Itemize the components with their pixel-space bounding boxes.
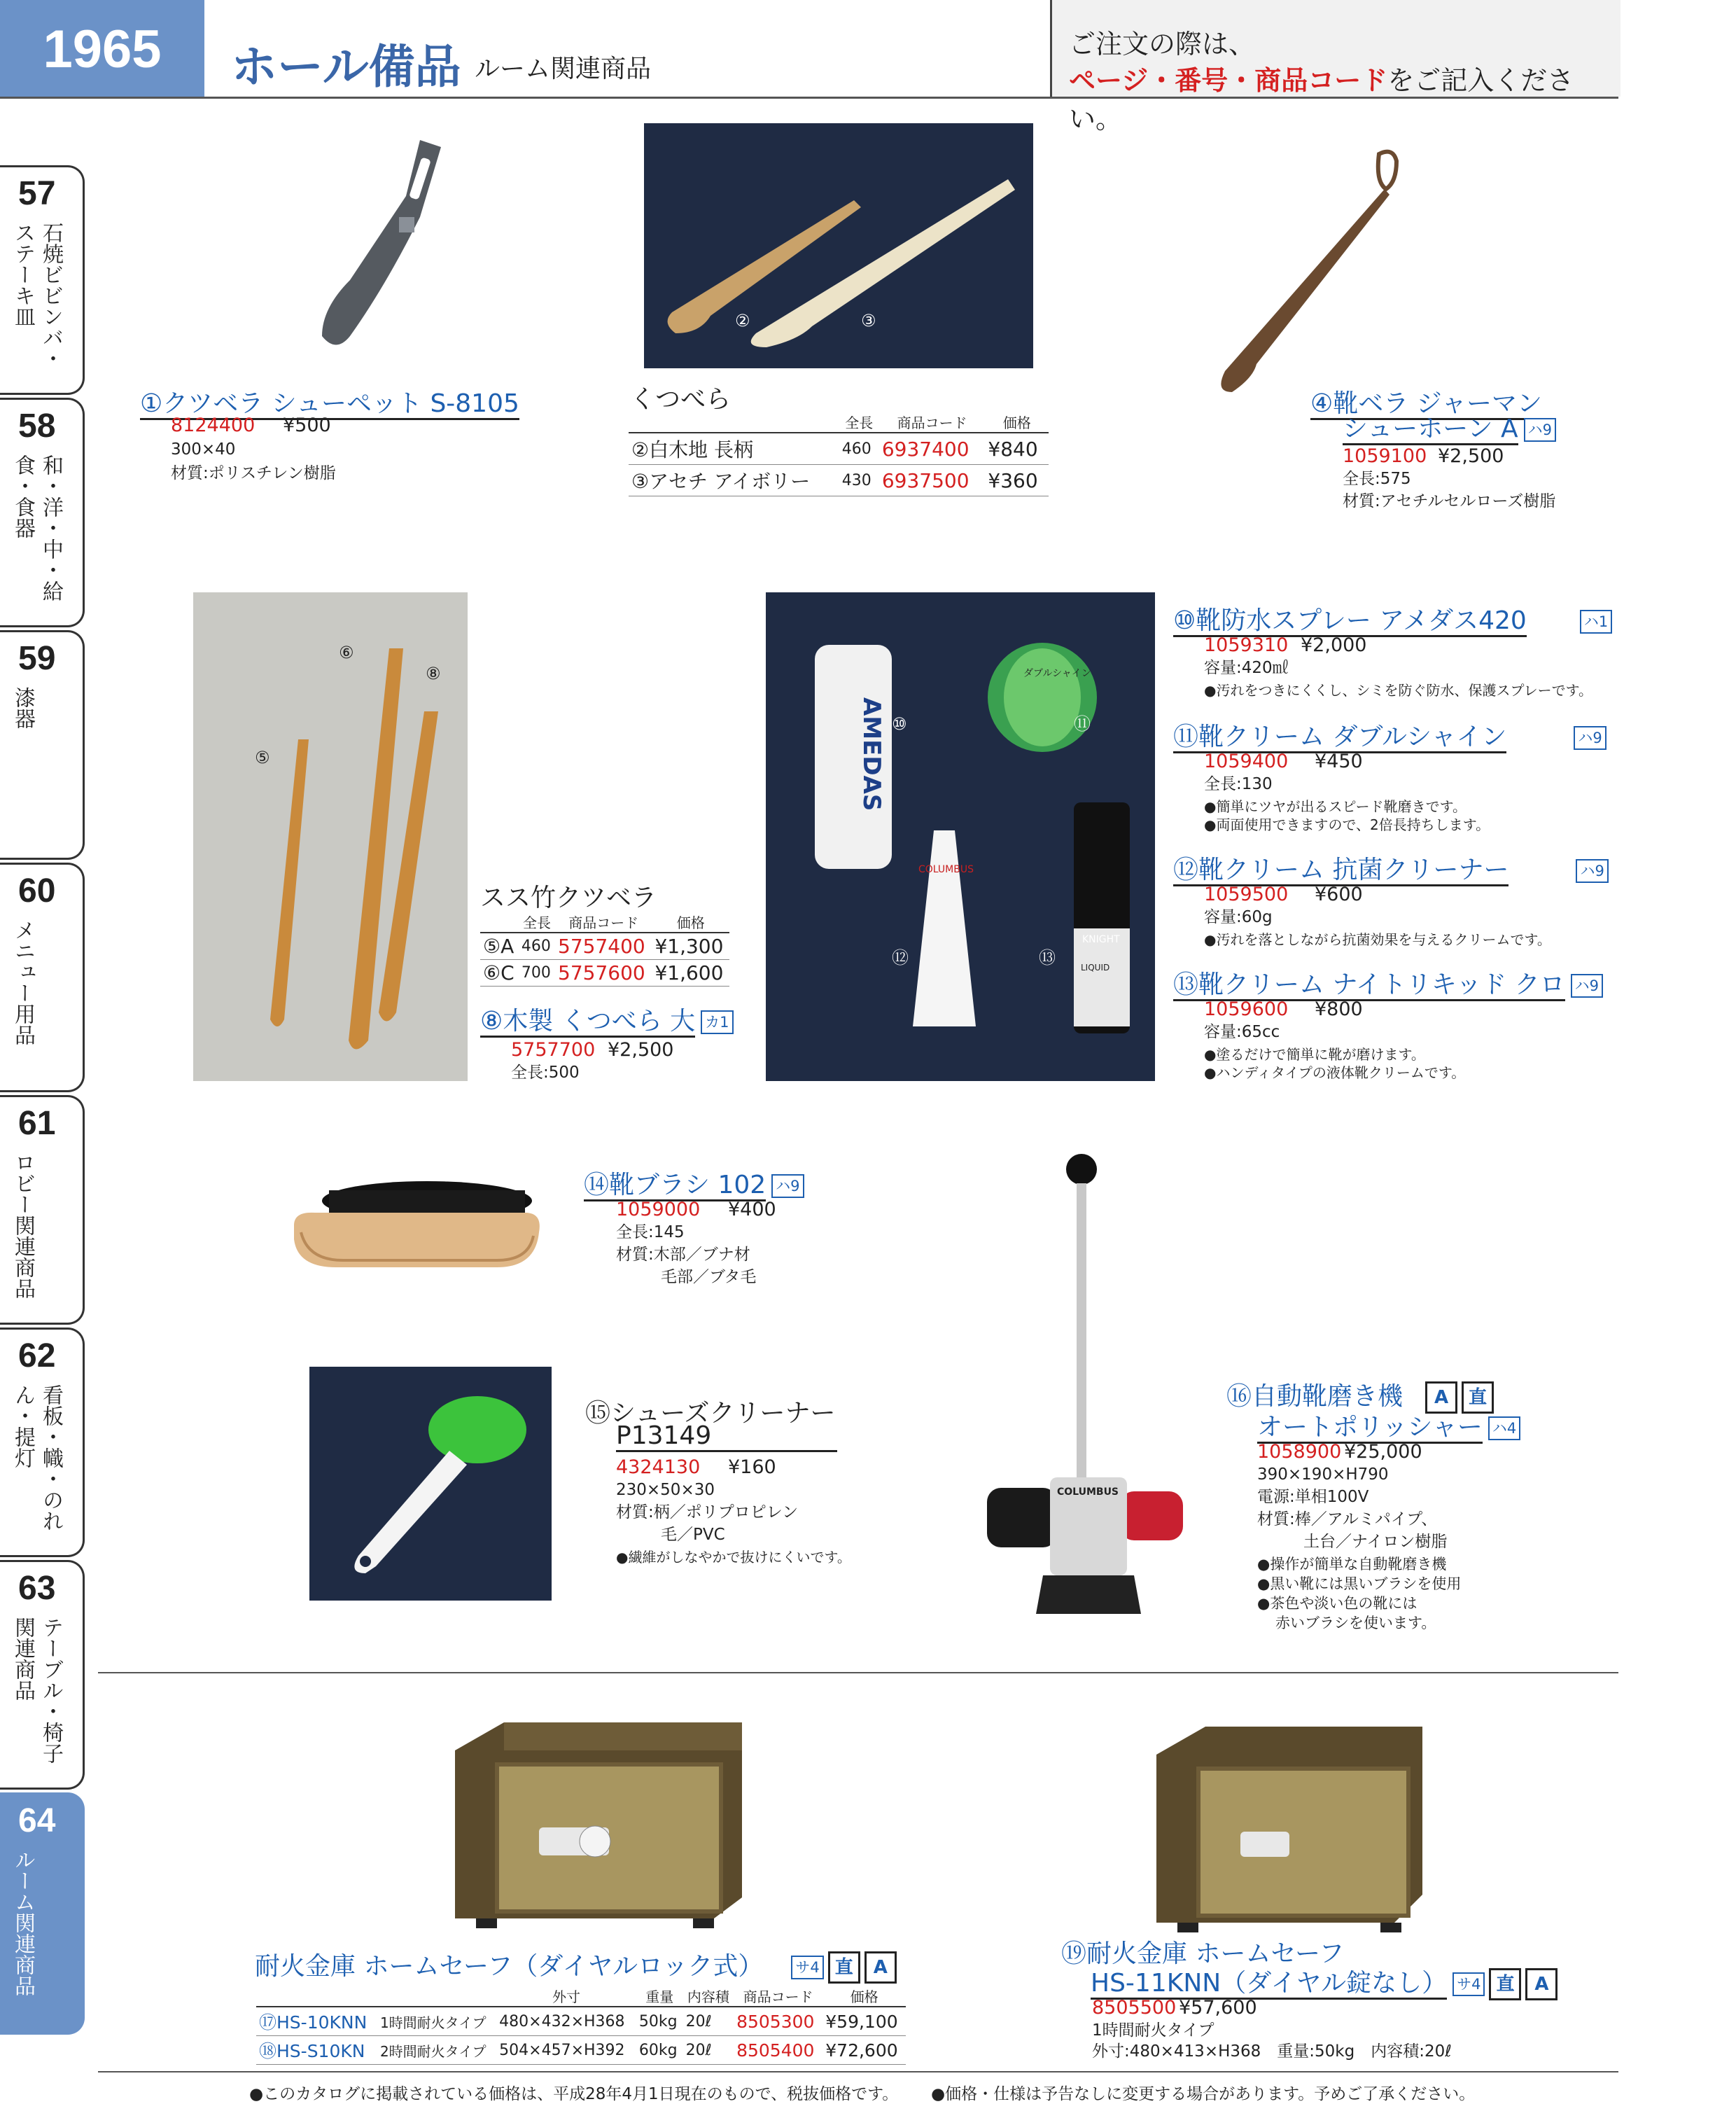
product-photo-german-shoehorn [1176,140,1414,420]
product-code-p8: 5757700 [511,1039,596,1061]
product-title-p1: ①クツベラ シューペット S-8105 [140,384,519,419]
table-header: 全長 [519,912,555,933]
product-spec-p4: 全長:575 [1343,470,1411,488]
delivery-icon: A [1425,1381,1457,1414]
product-photo-safe-dial [448,1722,742,1939]
side-tab-label: ロビー関連商品 [10,1152,35,1299]
product-group-title-p568: スス竹クツベラ [480,884,657,912]
product-title-p4: ④靴ベラ ジャーマン [1310,384,1542,419]
delivery-icon: A [1525,1968,1558,2000]
category-badge: サ4 [791,1956,823,1979]
side-tab-58[interactable] [0,398,85,627]
product-price-p8: ¥2,500 [608,1039,674,1061]
photo-text-knight: KNIGHT [1082,934,1120,945]
product-table-p568 [480,912,729,987]
product-spec-p15: 毛／PVC [661,1526,725,1544]
category-badge: ハ1 [1580,610,1612,634]
product-spec-p13: ●ハンディタイプの液体靴クリームです。 [1204,1064,1466,1081]
product-spec-p16: ●操作が簡単な自動靴磨き機 [1257,1556,1447,1573]
product-spec-p12: ●汚れを落としながら抗菌効果を与えるクリームです。 [1204,931,1551,948]
product-title-p12: ⑫靴クリーム 抗菌クリーナー ハ9 [1173,850,1609,886]
photo-label: ⑬ [1039,948,1056,968]
photo-text-columbus: COLUMBUS [918,864,974,875]
product-code-p15: 4324130 [616,1456,701,1478]
product-spec-p10: 容量:420㎖ [1204,659,1289,677]
footer-note-right: ●価格・仕様は予告なしに変更する場合があります。予めご了承ください。 [931,2085,1476,2103]
table-row: ③アセチ アイボリー 430 6937500 ¥360 [629,465,1049,496]
table-header: 価格 [652,912,729,933]
side-tab-label: 看板・幟・のれん・提灯 [10,1384,63,1531]
product-spec-p14: 全長:145 [616,1223,685,1241]
photo-text-double: ダブルシャイン [1023,668,1091,679]
product-group-title-p23: くつべら [630,385,732,414]
product-price-p16: ¥25,000 [1344,1441,1422,1463]
product-spec-p11: 全長:130 [1204,775,1273,793]
product-price-p15: ¥160 [728,1456,776,1478]
product-spec-p16: 土台／ナイロン樹脂 [1303,1533,1448,1551]
product-spec-p16: ●茶色や淡い色の靴には [1257,1595,1418,1612]
footer-rule [98,2071,1618,2072]
category-badge: ハ9 [1524,418,1556,442]
product-code-p14: 1059000 [616,1199,701,1220]
table-header: 商品コード [734,1986,822,2007]
product-title-p15-line2: P13149 [616,1421,837,1450]
direct-ship-icon: 直 [828,1951,860,1984]
product-code-p19: 8505500 [1092,1997,1177,2019]
photo-label: ⑤ [255,748,270,767]
product-title-p16: ⑯自動靴磨き機 A 直 [1226,1377,1494,1414]
product-spec-p15: ●繊維がしなやかで抜けにくいです。 [616,1549,851,1566]
side-tab-num: 57 [18,175,56,212]
product-spec-p13: 容量:65cc [1204,1023,1280,1041]
side-tab-label: 和・洋・中・給食・食器 [10,454,63,601]
product-spec-p8: 全長:500 [511,1064,580,1082]
side-tab-63[interactable] [0,1560,85,1790]
photo-label: ⑩ [892,714,907,734]
product-code-p12: 1059500 [1204,884,1289,905]
side-tab-num: 63 [18,1570,56,1607]
product-photo-shoe-brush [287,1162,546,1281]
header-rule [0,97,1618,99]
page-number-badge: 1965 [0,0,204,98]
product-spec-p12: 容量:60g [1204,908,1273,926]
side-tab-label: メニュー用品 [10,919,35,1045]
table-header: 商品コード [879,412,986,433]
table-header: 内容積 [683,1986,734,2007]
product-spec-p16: 390×190×H790 [1257,1465,1389,1484]
delivery-icon: A [864,1951,897,1984]
product-spec-p14: 材質:木部／ブナ材 [616,1246,750,1264]
side-tab-num: 61 [18,1105,56,1142]
order-note-rest: をご記入ください。 [1069,65,1574,134]
product-code-p4: 1059100 [1343,445,1427,467]
product-title-p11: ⑪靴クリーム ダブルシャイン ハ9 [1173,717,1606,753]
category-badge: ハ9 [1574,726,1606,750]
product-price-p4: ¥2,500 [1438,445,1504,467]
product-spec-p16: ●黒い靴には黒いブラシを使用 [1257,1575,1462,1592]
side-tab-label: テーブル・椅子関連商品 [10,1617,63,1764]
side-tab-57[interactable] [0,165,85,395]
order-note [1050,0,1620,134]
category-badge: ハ4 [1488,1416,1520,1440]
category-badge: カ1 [701,1010,733,1034]
category-badge: ハ9 [1576,859,1608,883]
photo-label: ③ [861,311,876,330]
product-code-p11: 1059400 [1204,751,1289,772]
product-spec-p15: 材質:柄／ポリプロピレン [616,1503,799,1521]
product-price-p1: ¥500 [283,414,331,436]
table-header: 価格 [985,412,1049,433]
product-spec-p16: 電源:単相100V [1257,1488,1369,1506]
photo-text-liquid: LIQUID [1081,963,1110,973]
product-spec-p19: 外寸:480×413×H368 重量:50kg 内容積:20ℓ [1092,2042,1452,2061]
side-tab-num: 59 [18,640,56,677]
product-spec-p16: 赤いブラシを使います。 [1275,1615,1436,1631]
page-title: ホール備品 [231,40,461,94]
side-tab-label: 石焼ビビンバ・ステーキ皿 [10,222,63,369]
photo-text-amedas: AMEDAS [858,697,886,811]
product-title-p16-line2: オートポリッシャー ハ4 [1257,1407,1520,1443]
table-row: ⑤A 460 5757400 ¥1,300 [480,933,729,960]
product-code-p1: 8124400 [171,414,255,436]
product-price-p11: ¥450 [1315,751,1363,772]
product-title-p13: ⑬靴クリーム ナイトリキッド クロ ハ9 [1173,965,1603,1001]
product-table-p23 [629,412,1049,496]
product-spec-p4: 材質:アセチルセルローズ樹脂 [1343,492,1556,510]
photo-label: ⑧ [426,664,441,683]
product-photo-shoe-care [766,592,1155,1081]
photo-label: ⑥ [339,643,354,662]
product-table-p1718 [256,1986,906,2065]
product-price-p10: ¥2,000 [1301,634,1367,656]
product-code-p16: 1058900 [1257,1441,1342,1463]
direct-ship-icon: 直 [1489,1968,1521,2000]
product-spec-p1: 材質:ポリスチレン樹脂 [171,464,336,482]
product-title-p1718: 耐火金庫 ホームセーフ（ダイヤルロック式） サ4 直 A [255,1946,897,1984]
product-spec-p19: 1時間耐火タイプ [1092,2021,1214,2040]
product-price-p14: ¥400 [728,1199,776,1220]
table-row: ⑥C 700 5757600 ¥1,600 [480,960,729,987]
table-header: 重量 [636,1986,683,2007]
table-header: 価格 [822,1986,906,2007]
table-row: ⑰HS-10KNN 1時間耐火タイプ 480×432×H368 50kg 20ℓ 8505300 ¥59,100 [256,2007,906,2036]
side-tab-num: 58 [18,407,56,445]
page-subtitle: ルーム関連商品 [475,55,652,83]
photo-label: ② [735,311,750,330]
side-tab-62[interactable] [0,1328,85,1557]
side-tab-num: 62 [18,1337,56,1374]
product-price-p12: ¥600 [1315,884,1363,905]
product-code-p13: 1059600 [1204,998,1289,1020]
table-header: 商品コード [555,912,652,933]
photo-label: ⑪ [1074,714,1091,734]
footer-note-left: ●このカタログに掲載されている価格は、平成28年4月1日現在のもので、税抜価格です。 [249,2085,899,2103]
side-tab-num: 60 [18,872,56,910]
category-badge: ハ9 [771,1174,804,1198]
product-spec-p10: ●汚れをつきにくくし、シミを防ぐ防水、保護スプレーです。 [1204,682,1593,699]
section-divider [98,1672,1618,1673]
product-photo-bamboo-shoehorns [193,592,468,1081]
product-spec-p16: 材質:棒／アルミパイプ、 [1257,1510,1438,1528]
order-note-line1: ご注文の際は、 [1069,29,1256,60]
product-code-p10: 1059310 [1204,634,1289,656]
photo-label: ⑫ [892,948,909,968]
product-spec-p14: 毛部／ブタ毛 [661,1268,757,1286]
product-photo-safe-key [1156,1727,1422,1944]
product-title-p10: ⑩靴防水スプレー アメダス420 ハ1 [1173,601,1612,636]
product-title-p4-line2: シューホーン A ハ9 [1343,409,1556,445]
category-badge: サ4 [1452,1972,1485,1996]
order-note-red: ページ・番号・商品コード [1069,65,1388,96]
product-title-p15: ⑮シューズクリーナー [585,1399,836,1428]
product-title-p19-line2: HS-11KNN（ダイヤル錠なし） サ4 直 A [1091,1963,1558,2000]
side-tab-label: ルーム関連商品 [10,1849,35,1996]
product-spec-p1: 300×40 [171,440,236,459]
product-price-p19: ¥57,600 [1179,1997,1257,2019]
product-spec-p15: 230×50×30 [616,1481,715,1499]
photo-text-brand: COLUMBUS [1057,1486,1119,1498]
product-photo-shoes-cleaner [309,1367,552,1601]
side-tab-61[interactable] [0,1095,85,1325]
product-photo-auto-polisher [973,1148,1190,1624]
product-photo-shoehorn-plastic [231,126,455,364]
side-tab-label: 漆器 [10,687,35,729]
side-tab-num: 64 [18,1802,56,1839]
table-row: ⑱HS-S10KN 2時間耐火タイプ 504×457×H392 60kg 20ℓ 8505400 ¥72,600 [256,2036,906,2065]
product-price-p13: ¥800 [1315,998,1363,1020]
side-tab-64[interactable] [0,1792,85,2035]
table-header: 全長 [839,412,879,433]
direct-ship-icon: 直 [1462,1381,1494,1414]
table-header: 外寸 [496,1986,636,2007]
product-photo-shoehorns-long [644,123,1033,368]
side-tab-60[interactable] [0,863,85,1092]
product-spec-p11: ●両面使用できますので、2倍長持ちします。 [1204,816,1490,833]
product-spec-p11: ●簡単にツヤが出るスピード靴磨きです。 [1204,798,1467,815]
product-title-p19: ⑲耐火金庫 ホームセーフ [1061,1939,1345,1968]
product-spec-p13: ●塗るだけで簡単に靴が磨けます。 [1204,1046,1425,1063]
product-title-p8: ⑧木製 くつべら 大 カ1 [480,1001,734,1037]
category-badge: ハ9 [1571,974,1603,998]
side-tab-59[interactable] [0,630,85,860]
product-title-p14: ⑭靴ブラシ 102 ハ9 [584,1165,804,1201]
table-row: ②白木地 長柄 460 6937400 ¥840 [629,433,1049,465]
